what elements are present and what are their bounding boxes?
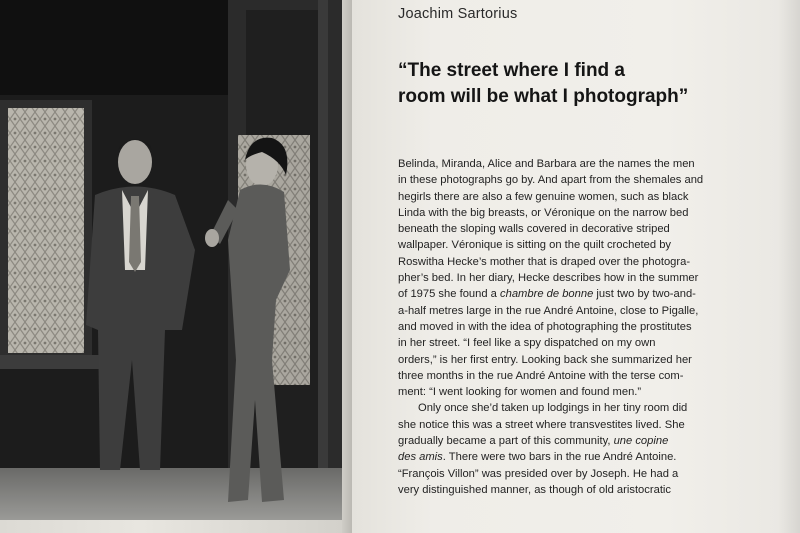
text-line: orders,” is her first entry. Looking back she summarized her bbox=[398, 353, 692, 366]
text-line: beneath the sloping walls covered in decorative striped bbox=[398, 223, 670, 236]
page-edge-shadow bbox=[778, 0, 800, 533]
photograph-illustration bbox=[0, 0, 342, 520]
text-line: gradually became a part of this community, bbox=[398, 435, 614, 448]
author-name: Joachim Sartorius bbox=[398, 6, 518, 22]
text-line: Linda with the big breasts, or Véronique on the narrow bed bbox=[398, 206, 689, 219]
article-body bbox=[398, 156, 728, 498]
article-headline bbox=[398, 58, 718, 110]
left-page bbox=[0, 0, 350, 533]
headline-line: “The street where I find a bbox=[398, 60, 625, 81]
text-line: just two by two-and- bbox=[593, 288, 696, 301]
text-line: hegirls there are also a few genuine women, such as black bbox=[398, 190, 689, 203]
text-line: Only once she’d taken up lodgings in her tiny room did bbox=[418, 402, 688, 415]
text-line: a-half metres large in the rue André Antoine, close to Pigalle, bbox=[398, 304, 699, 317]
italic-phrase: une copine bbox=[613, 435, 669, 448]
text-line: Roswitha Hecke’s mother that is draped over the photogra- bbox=[398, 255, 691, 268]
paragraph bbox=[398, 156, 728, 400]
text-line: she notice this was a street where transvestites lived. She bbox=[398, 418, 685, 431]
text-line: ment: “I went looking for women and found men.” bbox=[398, 386, 642, 399]
text-line: “François Villon” was presided over by Joseph. He had a bbox=[398, 467, 679, 480]
text-line: pher’s bed. In her diary, Hecke describes how in the summer bbox=[398, 272, 699, 285]
italic-phrase: chambre de bonne bbox=[500, 288, 594, 301]
italic-phrase: des amis bbox=[398, 451, 443, 464]
text-line: very distinguished manner, as though of old aristocratic bbox=[398, 483, 672, 496]
text-line: in her street. “I feel like a spy dispatched on my own bbox=[398, 337, 656, 350]
right-page bbox=[352, 0, 800, 533]
text-line: Belinda, Miranda, Alice and Barbara are the names the men bbox=[398, 158, 695, 170]
text-line: three months in the rue André Antoine with the terse com- bbox=[398, 369, 684, 382]
black-and-white-photograph bbox=[0, 0, 342, 520]
paragraph bbox=[398, 400, 728, 498]
text-line: and moved in with the idea of photographing the prostitutes bbox=[398, 320, 692, 333]
text-line: of 1975 she found a bbox=[398, 288, 501, 301]
text-line: . There were two bars in the rue André Antoine. bbox=[442, 451, 677, 464]
text-line: in these photographs go by. And apart from the shemales and bbox=[398, 174, 704, 187]
headline-line: room will be what I photograph” bbox=[398, 86, 689, 107]
text-line: wallpaper. Véronique is sitting on the quilt crocheted by bbox=[398, 239, 672, 252]
